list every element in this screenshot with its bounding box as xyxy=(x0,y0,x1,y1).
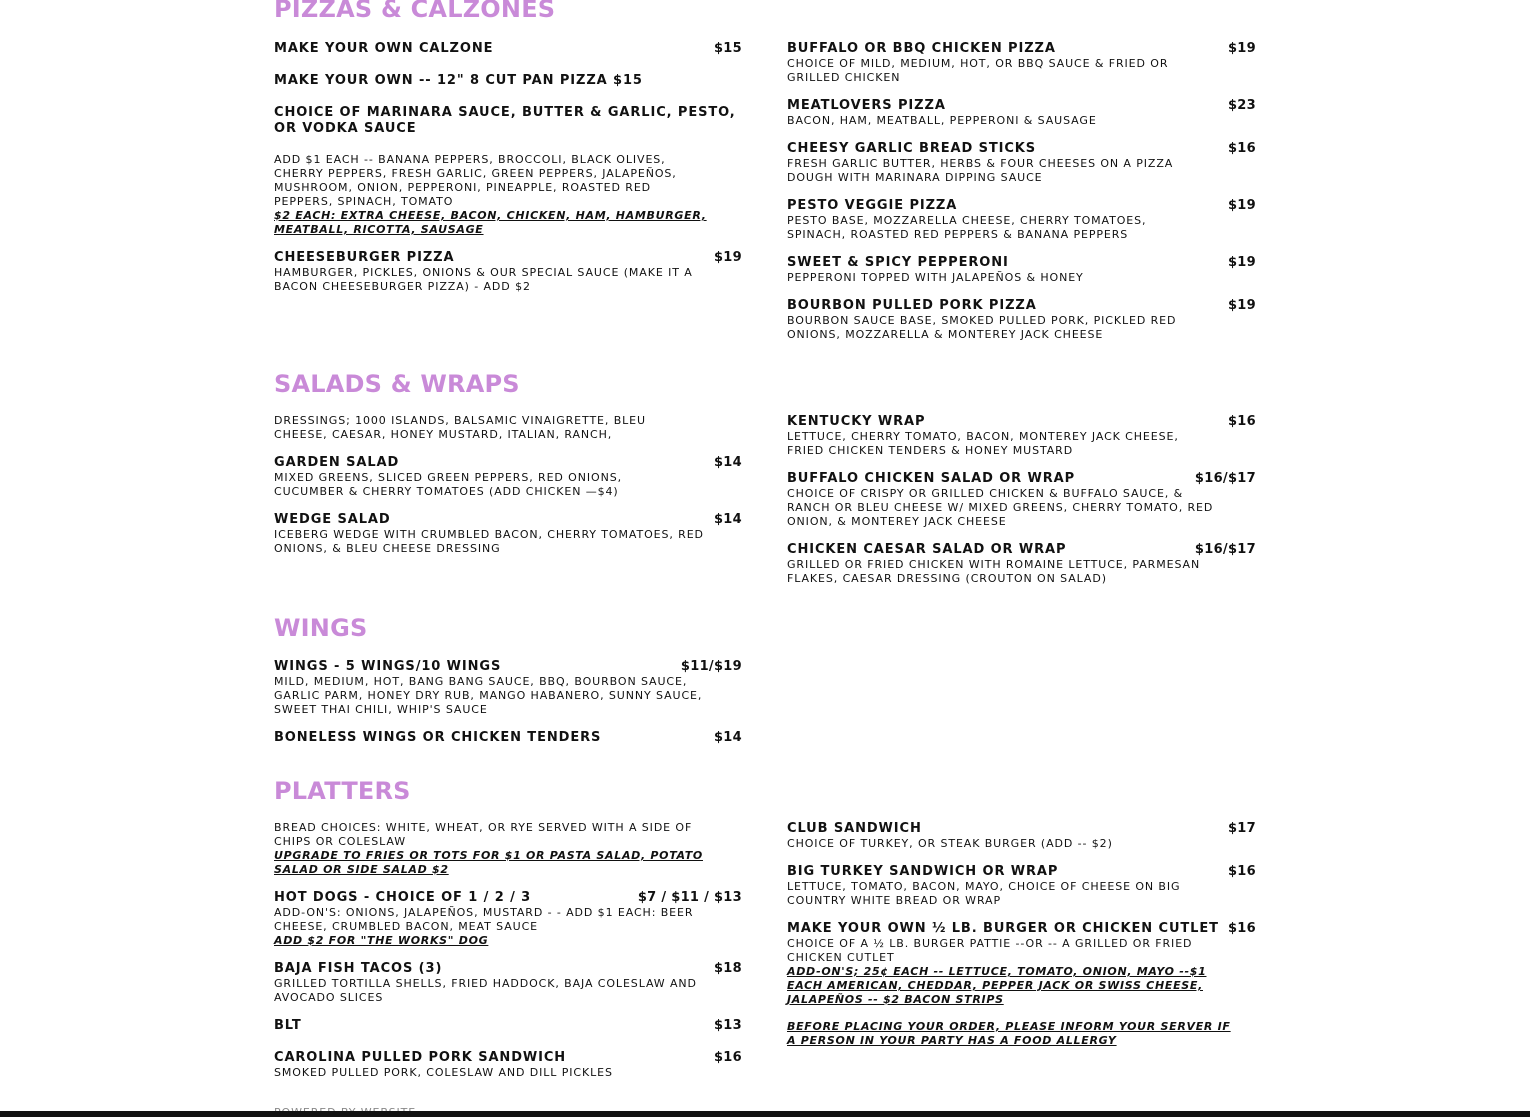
menu-item-club-sandwich xyxy=(787,821,1256,851)
item-name: CAROLINA PULLED PORK SANDWICH xyxy=(274,1050,567,1065)
section-title-pizzas: PIZZAS & CALZONES xyxy=(274,0,556,23)
menu-item-pan-pizza xyxy=(274,73,742,89)
item-price: $16 xyxy=(1227,921,1256,936)
item-price: $23 xyxy=(1227,98,1256,113)
menu-item-garlic-sticks xyxy=(787,141,1256,185)
item-description: HAMBURGER, PICKLES, ONIONS & OUR SPECIAL SAUCE (MAKE IT A BACON CHEESEBURGER PIZZA) - ADD $2 xyxy=(274,266,693,293)
item-price: $16/$17 xyxy=(1194,542,1256,557)
item-name: BAJA FISH TACOS (3) xyxy=(274,961,443,976)
menu-item-pesto-veggie xyxy=(787,198,1256,242)
menu-item-kentucky-wrap xyxy=(787,414,1256,458)
item-note: ADD-ON'S; 25¢ EACH -- LETTUCE, TOMATO, ONION, MAYO --$1 EACH AMERICAN, CHEDDAR, PEPPER JACK OR SWISS CHEESE, JALAPEÑOS -- $2 BACON STRIPS xyxy=(787,965,1207,1006)
item-name: MAKE YOUR OWN CALZONE xyxy=(274,41,494,56)
item-description: BOURBON SAUCE BASE, SMOKED PULLED PORK, PICKLED RED ONIONS, MOZZARELLA & MONTEREY JACK CHEESE xyxy=(787,314,1177,341)
menu-item-buffalo-bbq-pizza xyxy=(787,41,1256,85)
menu-item-boneless-wings xyxy=(274,730,742,746)
item-price: $15 xyxy=(713,41,742,56)
item-price: $16 xyxy=(1227,864,1256,879)
item-name: CHEESY GARLIC BREAD STICKS xyxy=(787,141,1037,156)
menu-item-sweet-spicy xyxy=(787,255,1256,285)
item-name: CHOICE OF MARINARA SAUCE, BUTTER & GARLIC, PESTO, OR VODKA SAUCE xyxy=(274,105,736,136)
item-name: BLT xyxy=(274,1018,302,1033)
menu-item-wedge-salad xyxy=(274,512,742,556)
item-price: $19 xyxy=(1227,298,1256,313)
menu-item-wings xyxy=(274,659,742,717)
item-price: $16/$17 xyxy=(1194,471,1256,486)
item-price: $19 xyxy=(1227,255,1256,270)
menu-item-cheeseburger-pizza xyxy=(274,250,742,294)
item-name: WINGS - 5 WINGS/10 WINGS xyxy=(274,659,502,674)
item-price: $11/$19 xyxy=(680,659,742,674)
section-title-platters: PLATTERS xyxy=(274,777,411,805)
allergy-note: BEFORE PLACING YOUR ORDER, PLEASE INFORM YOUR SERVER IF A PERSON IN YOUR PARTY HAS A FOOD ALLERGY xyxy=(787,1020,1231,1047)
menu-item-bread-choices xyxy=(274,821,714,877)
item-name: BUFFALO CHICKEN SALAD OR WRAP xyxy=(787,471,1076,486)
item-name: SWEET & SPICY PEPPERONI xyxy=(787,255,1009,270)
item-price: $14 xyxy=(713,455,742,470)
allergy-notice xyxy=(787,1020,1232,1048)
menu-item-toppings xyxy=(274,153,714,237)
item-name: BIG TURKEY SANDWICH OR WRAP xyxy=(787,864,1059,879)
item-price: $17 xyxy=(1227,821,1256,836)
item-description: CHOICE OF CRISPY OR GRILLED CHICKEN & BUFFALO SAUCE, & RANCH OR BLEU CHEESE W/ MIXED GREENS, CHERRY TOMATO, RED ONION, & MONTEREY JACK CHEESE xyxy=(787,487,1214,528)
item-description: ADD-ON'S: ONIONS, JALAPEÑOS, MUSTARD - - ADD $1 EACH: BEER CHEESE, CRUMBLED BACON, MEAT SAUCE xyxy=(274,906,694,933)
menu-item-caesar-salad-wrap xyxy=(787,542,1256,586)
item-description: ADD $1 EACH -- BANANA PEPPERS, BROCCOLI, BLACK OLIVES, CHERRY PEPPERS, FRESH GARLIC, GREEN PEPPERS, JALAPEÑOS, MUSHROOM, ONION, PEPPERONI, PINEAPPLE, ROASTED RED PEPPERS, SPINACH, TOMATO xyxy=(274,153,677,208)
item-description: SMOKED PULLED PORK, COLESLAW AND DILL PICKLES xyxy=(274,1066,613,1079)
item-name: MAKE YOUR OWN -- 12" 8 CUT PAN PIZZA $15 xyxy=(274,73,643,88)
menu-item-pork-sandwich xyxy=(274,1050,742,1080)
item-description: CHOICE OF A ½ LB. BURGER PATTIE --OR -- A GRILLED OR FRIED CHICKEN CUTLET xyxy=(787,937,1193,964)
menu-item-meatlovers xyxy=(787,98,1256,128)
item-name: PESTO VEGGIE PIZZA xyxy=(787,198,958,213)
section-title-salads: SALADS & WRAPS xyxy=(274,370,520,398)
menu-item-garden-salad xyxy=(274,455,742,499)
item-description: BACON, HAM, MEATBALL, PEPPERONI & SAUSAGE xyxy=(787,114,1097,127)
item-price: $14 xyxy=(713,730,742,745)
item-description: DRESSINGS; 1000 ISLANDS, BALSAMIC VINAIGRETTE, BLEU CHEESE, CAESAR, HONEY MUSTARD, ITALIAN, RANCH, xyxy=(274,414,646,441)
item-note: UPGRADE TO FRIES OR TOTS FOR $1 OR PASTA SALAD, POTATO SALAD OR SIDE SALAD $2 xyxy=(274,849,703,876)
item-price: $18 xyxy=(713,961,742,976)
item-price: $13 xyxy=(713,1018,742,1033)
menu-item-burger-cutlet xyxy=(787,921,1256,1007)
item-name: CLUB SANDWICH xyxy=(787,821,922,836)
item-name: MAKE YOUR OWN ½ LB. BURGER OR CHICKEN CUTLET xyxy=(787,921,1219,936)
item-description: CHOICE OF MILD, MEDIUM, HOT, OR BBQ SAUCE & FRIED OR GRILLED CHICKEN xyxy=(787,57,1169,84)
item-price: $16 xyxy=(1227,141,1256,156)
item-description: PEPPERONI TOPPED WITH JALAPEÑOS & HONEY xyxy=(787,271,1084,284)
item-name: MEATLOVERS PIZZA xyxy=(787,98,946,113)
item-note: $2 EACH: EXTRA CHEESE, BACON, CHICKEN, HAM, HAMBURGER, MEATBALL, RICOTTA, SAUSAGE xyxy=(274,209,707,236)
item-description: BREAD CHOICES: WHITE, WHEAT, OR RYE SERVED WITH A SIDE OF CHIPS OR COLESLAW xyxy=(274,821,693,848)
item-description: ICEBERG WEDGE WITH CRUMBLED BACON, CHERRY TOMATOES, RED ONIONS, & BLEU CHEESE DRESSING xyxy=(274,528,704,555)
item-name: BOURBON PULLED PORK PIZZA xyxy=(787,298,1037,313)
menu-item-buffalo-salad-wrap xyxy=(787,471,1256,529)
item-description: LETTUCE, TOMATO, BACON, MAYO, CHOICE OF CHEESE ON BIG COUNTRY WHITE BREAD OR WRAP xyxy=(787,880,1181,907)
section-title-wings: WINGS xyxy=(274,614,368,642)
menu-item-bourbon-pork-pizza xyxy=(787,298,1256,342)
menu-item-hot-dogs xyxy=(274,890,742,948)
item-description: MIXED GREENS, SLICED GREEN PEPPERS, RED ONIONS, CUCUMBER & CHERRY TOMATOES (ADD CHICKEN —$4) xyxy=(274,471,622,498)
item-description: LETTUCE, CHERRY TOMATO, BACON, MONTEREY JACK CHEESE, FRIED CHICKEN TENDERS & HONEY MUSTARD xyxy=(787,430,1179,457)
menu-item-fish-tacos xyxy=(274,961,742,1005)
menu-item-big-turkey xyxy=(787,864,1256,908)
item-description: GRILLED OR FRIED CHICKEN WITH ROMAINE LETTUCE, PARMESAN FLAKES, CAESAR DRESSING (CROUTON ON SALAD) xyxy=(787,558,1201,585)
item-name: BUFFALO OR BBQ CHICKEN PIZZA xyxy=(787,41,1056,56)
item-price: $7 / $11 / $13 xyxy=(637,890,742,905)
menu-item-dressings xyxy=(274,414,694,442)
item-name: GARDEN SALAD xyxy=(274,455,400,470)
menu-item-sauce-choice xyxy=(274,105,742,137)
item-name: HOT DOGS - CHOICE OF 1 / 2 / 3 xyxy=(274,890,532,905)
item-name: BONELESS WINGS OR CHICKEN TENDERS xyxy=(274,730,602,745)
item-description: GRILLED TORTILLA SHELLS, FRIED HADDOCK, BAJA COLESLAW AND AVOCADO SLICES xyxy=(274,977,697,1004)
item-name: WEDGE SALAD xyxy=(274,512,391,527)
item-name: CHEESEBURGER PIZZA xyxy=(274,250,455,265)
item-price: $19 xyxy=(713,250,742,265)
menu-item-calzone xyxy=(274,41,742,57)
item-price: $16 xyxy=(1227,414,1256,429)
item-description: MILD, MEDIUM, HOT, BANG BANG SAUCE, BBQ, BOURBON SAUCE, GARLIC PARM, HONEY DRY RUB, MANGO HABANERO, SUNNY SAUCE, SWEET THAI CHILI, WHIP'S SAUCE xyxy=(274,675,703,716)
item-description: FRESH GARLIC BUTTER, HERBS & FOUR CHEESES ON A PIZZA DOUGH WITH MARINARA DIPPING SAUCE xyxy=(787,157,1174,184)
item-description: PESTO BASE, MOZZARELLA CHEESE, CHERRY TOMATOES, SPINACH, ROASTED RED PEPPERS & BANANA PEPPERS xyxy=(787,214,1147,241)
item-name: KENTUCKY WRAP xyxy=(787,414,926,429)
item-price: $14 xyxy=(713,512,742,527)
menu-item-blt xyxy=(274,1018,742,1034)
footer-bar xyxy=(0,1111,1530,1117)
item-price: $19 xyxy=(1227,198,1256,213)
item-name: CHICKEN CAESAR SALAD OR WRAP xyxy=(787,542,1067,557)
item-price: $16 xyxy=(713,1050,742,1065)
item-description: CHOICE OF TURKEY, OR STEAK BURGER (ADD -- $2) xyxy=(787,837,1113,850)
item-price: $19 xyxy=(1227,41,1256,56)
item-note: ADD $2 FOR "THE WORKS" DOG xyxy=(274,934,489,947)
